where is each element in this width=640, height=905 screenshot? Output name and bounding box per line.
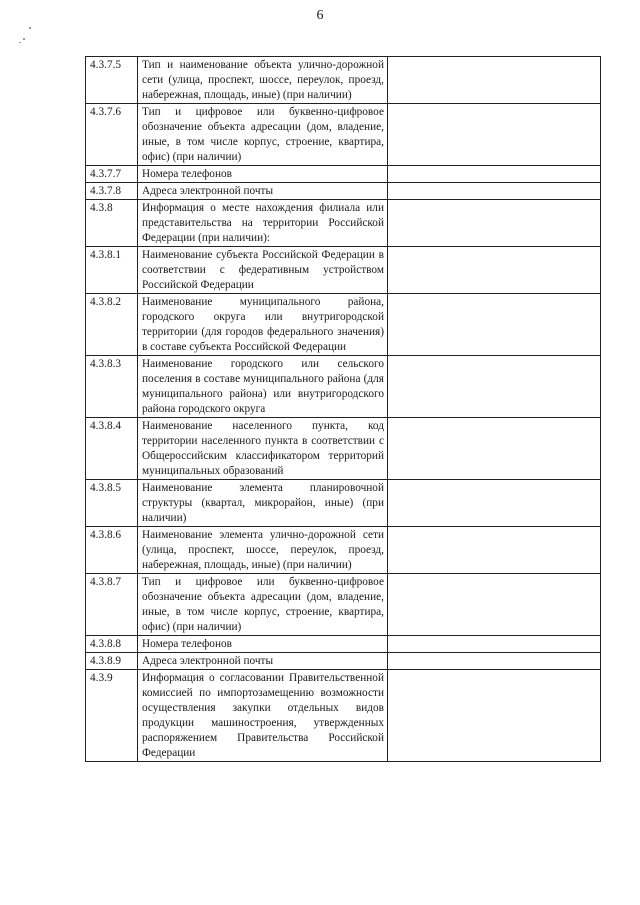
row-number: 4.3.8.7 — [86, 574, 138, 636]
table-row — [86, 527, 601, 574]
table-row — [86, 480, 601, 527]
table-row — [86, 104, 601, 166]
table-row — [86, 166, 601, 183]
row-description: Номера телефонов — [138, 636, 388, 653]
row-description: Наименование элемента планировочной структуры (квартал, микрорайон, иные) (при наличии) — [138, 480, 388, 527]
row-number: 4.3.8 — [86, 200, 138, 247]
table-row — [86, 200, 601, 247]
table-row — [86, 183, 601, 200]
row-value[interactable] — [388, 183, 601, 200]
table-row — [86, 418, 601, 480]
row-value[interactable] — [388, 356, 601, 418]
row-number: 4.3.7.5 — [86, 57, 138, 104]
table-row — [86, 247, 601, 294]
table-row — [86, 653, 601, 670]
row-description: Адреса электронной почты — [138, 653, 388, 670]
table-row — [86, 670, 601, 762]
row-value[interactable] — [388, 670, 601, 762]
row-description: Адреса электронной почты — [138, 183, 388, 200]
table-row — [86, 356, 601, 418]
row-value[interactable] — [388, 294, 601, 356]
row-number: 4.3.8.4 — [86, 418, 138, 480]
row-value[interactable] — [388, 104, 601, 166]
row-value[interactable] — [388, 527, 601, 574]
table-row — [86, 294, 601, 356]
row-value[interactable] — [388, 57, 601, 104]
row-value[interactable] — [388, 200, 601, 247]
scan-speck — [19, 42, 21, 43]
row-number: 4.3.8.3 — [86, 356, 138, 418]
row-number: 4.3.8.9 — [86, 653, 138, 670]
row-number: 4.3.7.8 — [86, 183, 138, 200]
row-description: Наименование населенного пункта, код территории населенного пункта в соответствии с Общероссийским классификатором территорий муниципальных образований — [138, 418, 388, 480]
row-number: 4.3.7.7 — [86, 166, 138, 183]
requisites-table — [85, 56, 601, 762]
row-value[interactable] — [388, 653, 601, 670]
row-description: Тип и наименование объекта улично-дорожной сети (улица, проспект, шоссе, переулок, проезд, набережная, площадь, иные) (при наличии) — [138, 57, 388, 104]
row-description: Тип и цифровое или буквенно-цифровое обозначение объекта адресации (дом, владение, иные, в том числе корпус, строение, квартира, офис) (при наличии) — [138, 104, 388, 166]
table-row — [86, 636, 601, 653]
row-value[interactable] — [388, 636, 601, 653]
page-number: 6 — [316, 8, 324, 23]
row-description: Наименование муниципального района, городского округа или внутригородской территории (для городов федерального значения) в составе субъекта Российской Федерации — [138, 294, 388, 356]
row-number: 4.3.8.6 — [86, 527, 138, 574]
row-description: Тип и цифровое или буквенно-цифровое обозначение объекта адресации (дом, владение, иные, в том числе корпус, строение, квартира, офис) (при наличии) — [138, 574, 388, 636]
row-description: Номера телефонов — [138, 166, 388, 183]
row-number: 4.3.8.5 — [86, 480, 138, 527]
table-row — [86, 574, 601, 636]
row-value[interactable] — [388, 166, 601, 183]
table-row — [86, 57, 601, 104]
row-value[interactable] — [388, 418, 601, 480]
row-description: Наименование элемента улично-дорожной сети (улица, проспект, шоссе, переулок, проезд, набережная, площадь, иные) (при наличии) — [138, 527, 388, 574]
row-description: Наименование субъекта Российской Федерации в соответствии с федеративным устройством Российской Федерации — [138, 247, 388, 294]
row-description: Наименование городского или сельского поселения в составе муниципального района (для муниципального района) или внутригородского района городского округа — [138, 356, 388, 418]
row-number: 4.3.8.1 — [86, 247, 138, 294]
scan-speck — [23, 38, 25, 40]
scan-speck — [29, 27, 31, 29]
row-description: Информация о согласовании Правительственной комиссией по импортозамещению возможности осуществления закупки отдельных видов продукции машиностроения, утвержденных распоряжением Правительства Российской Федерации — [138, 670, 388, 762]
row-value[interactable] — [388, 247, 601, 294]
row-value[interactable] — [388, 574, 601, 636]
row-number: 4.3.8.8 — [86, 636, 138, 653]
row-value[interactable] — [388, 480, 601, 527]
row-description: Информация о месте нахождения филиала или представительства на территории Российской Федерации (при наличии): — [138, 200, 388, 247]
row-number: 4.3.8.2 — [86, 294, 138, 356]
row-number: 4.3.9 — [86, 670, 138, 762]
row-number: 4.3.7.6 — [86, 104, 138, 166]
